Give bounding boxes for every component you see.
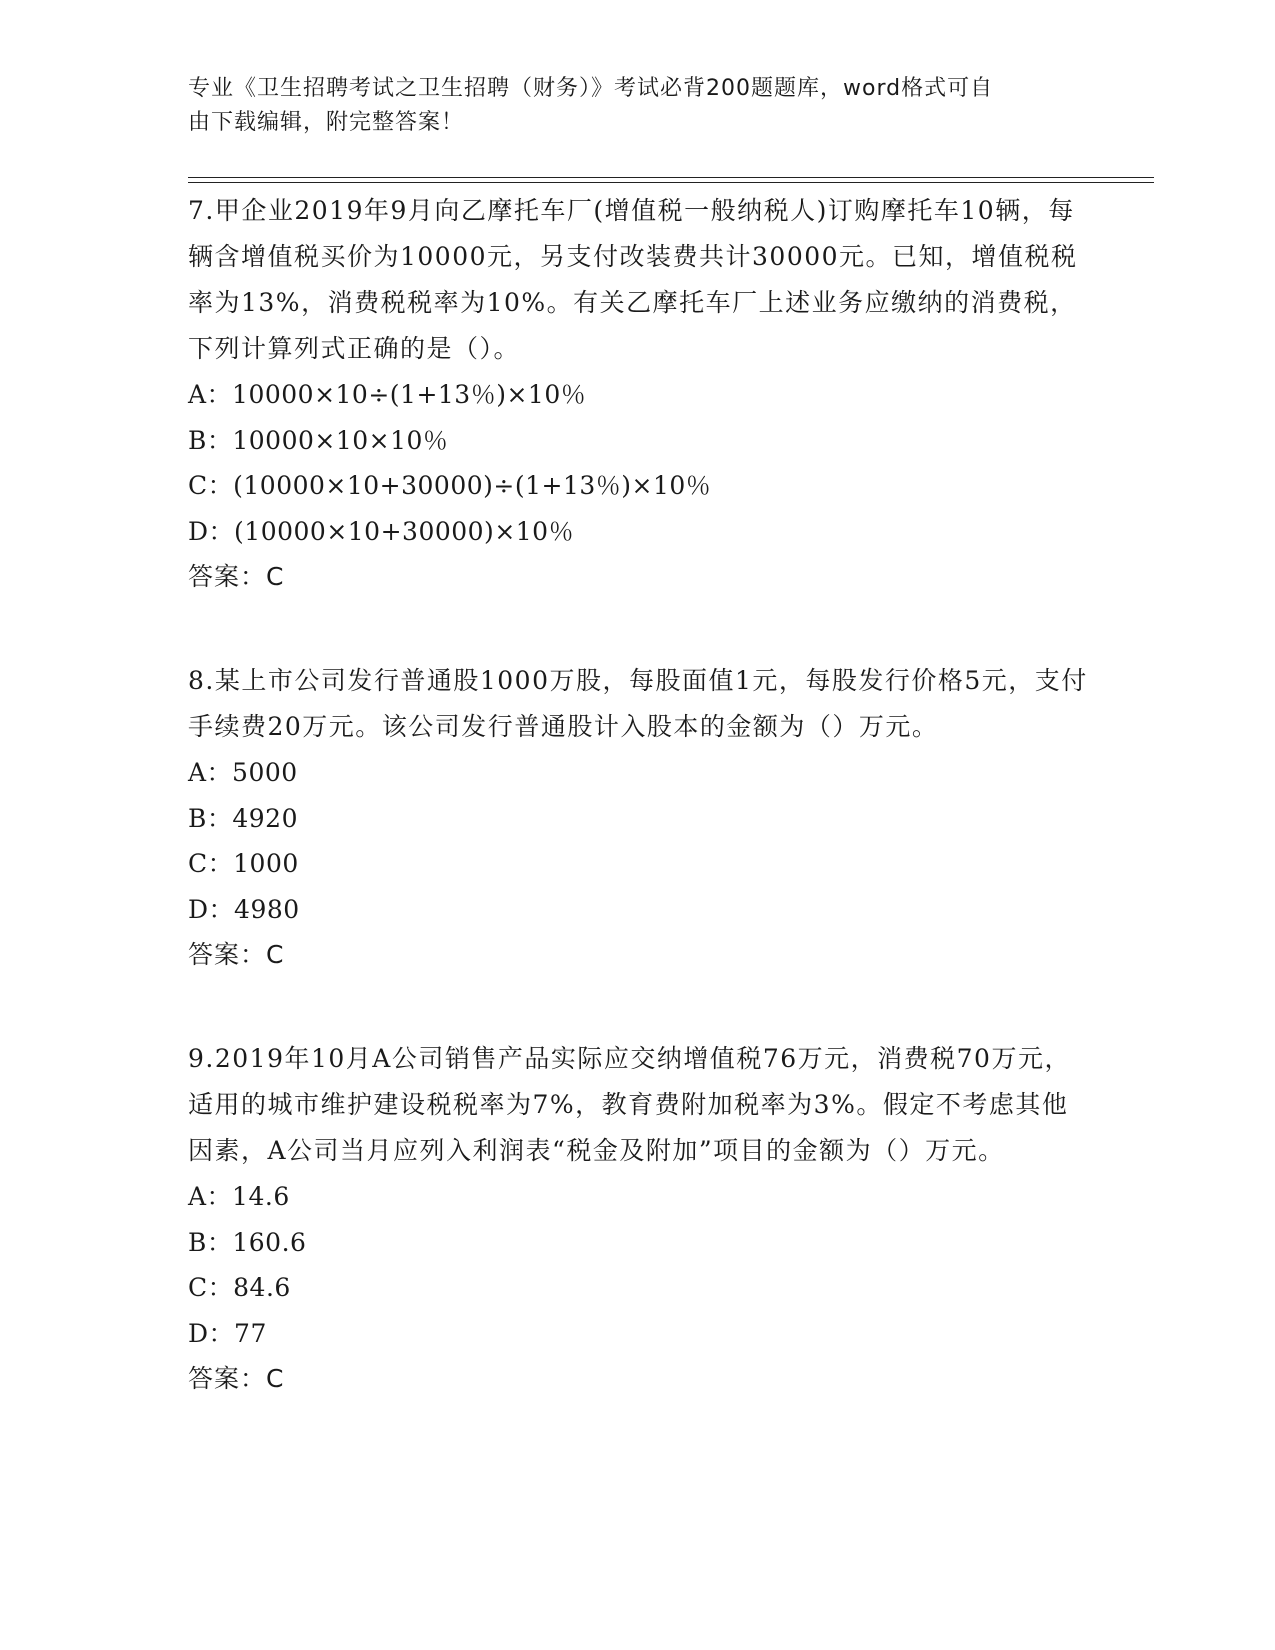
header-divider-top <box>188 177 1154 178</box>
option-d: D：77 <box>188 1318 267 1348</box>
option-b: B：10000×10×10％ <box>188 425 449 455</box>
question-list <box>188 188 1088 1460</box>
option-d: D：(10000×10+30000)×10％ <box>188 516 575 546</box>
question-7 <box>188 188 1088 600</box>
option-c: C：(10000×10+30000)÷(1+13％)×10％ <box>188 471 712 500</box>
header-divider-bottom <box>188 182 1154 183</box>
question-8 <box>188 658 1088 978</box>
option-d: D：4980 <box>188 894 300 924</box>
option-a: A：5000 <box>188 758 298 787</box>
answer-label: 答案：C <box>188 940 285 969</box>
option-c: C：1000 <box>188 849 299 878</box>
answer-label: 答案：C <box>188 1364 285 1393</box>
header-line-1: 专业《卫生招聘考试之卫生招聘（财务）》考试必背200题题库，word格式可自 <box>188 76 994 101</box>
option-b: B：160.6 <box>188 1227 307 1257</box>
option-a: A：10000×10÷(1+13％)×10％ <box>188 380 587 409</box>
question-text: 7.甲企业2019年9月向乙摩托车厂(增值税一般纳税人)订购摩托车10辆，每辆含增值税买价为10000元，另支付改装费共计30000元。已知，增值税税率为13%，消费税税率为10%。有关乙摩托车厂上述业务应缴纳的消费税，下列计算列式正确的是（）。 <box>188 196 1078 363</box>
answer-label: 答案：C <box>188 562 285 591</box>
question-9 <box>188 1036 1088 1402</box>
document-header <box>188 72 1088 140</box>
option-c: C：84.6 <box>188 1273 291 1302</box>
question-text: 8.某上市公司发行普通股1000万股，每股面值1元，每股发行价格5元，支付手续费20万元。该公司发行普通股计入股本的金额为（）万元。 <box>188 666 1088 741</box>
option-b: B：4920 <box>188 803 298 833</box>
option-a: A：14.6 <box>188 1182 290 1211</box>
question-text: 9.2019年10月A公司销售产品实际应交纳增值税76万元，消费税70万元，适用的城市维护建设税税率为7%，教育费附加税率为3%。假定不考虑其他因素，A公司当月应列入利润表“税金及附加”项目的金额为（）万元。 <box>188 1044 1071 1165</box>
header-line-2: 由下载编辑，附完整答案！ <box>188 110 465 135</box>
